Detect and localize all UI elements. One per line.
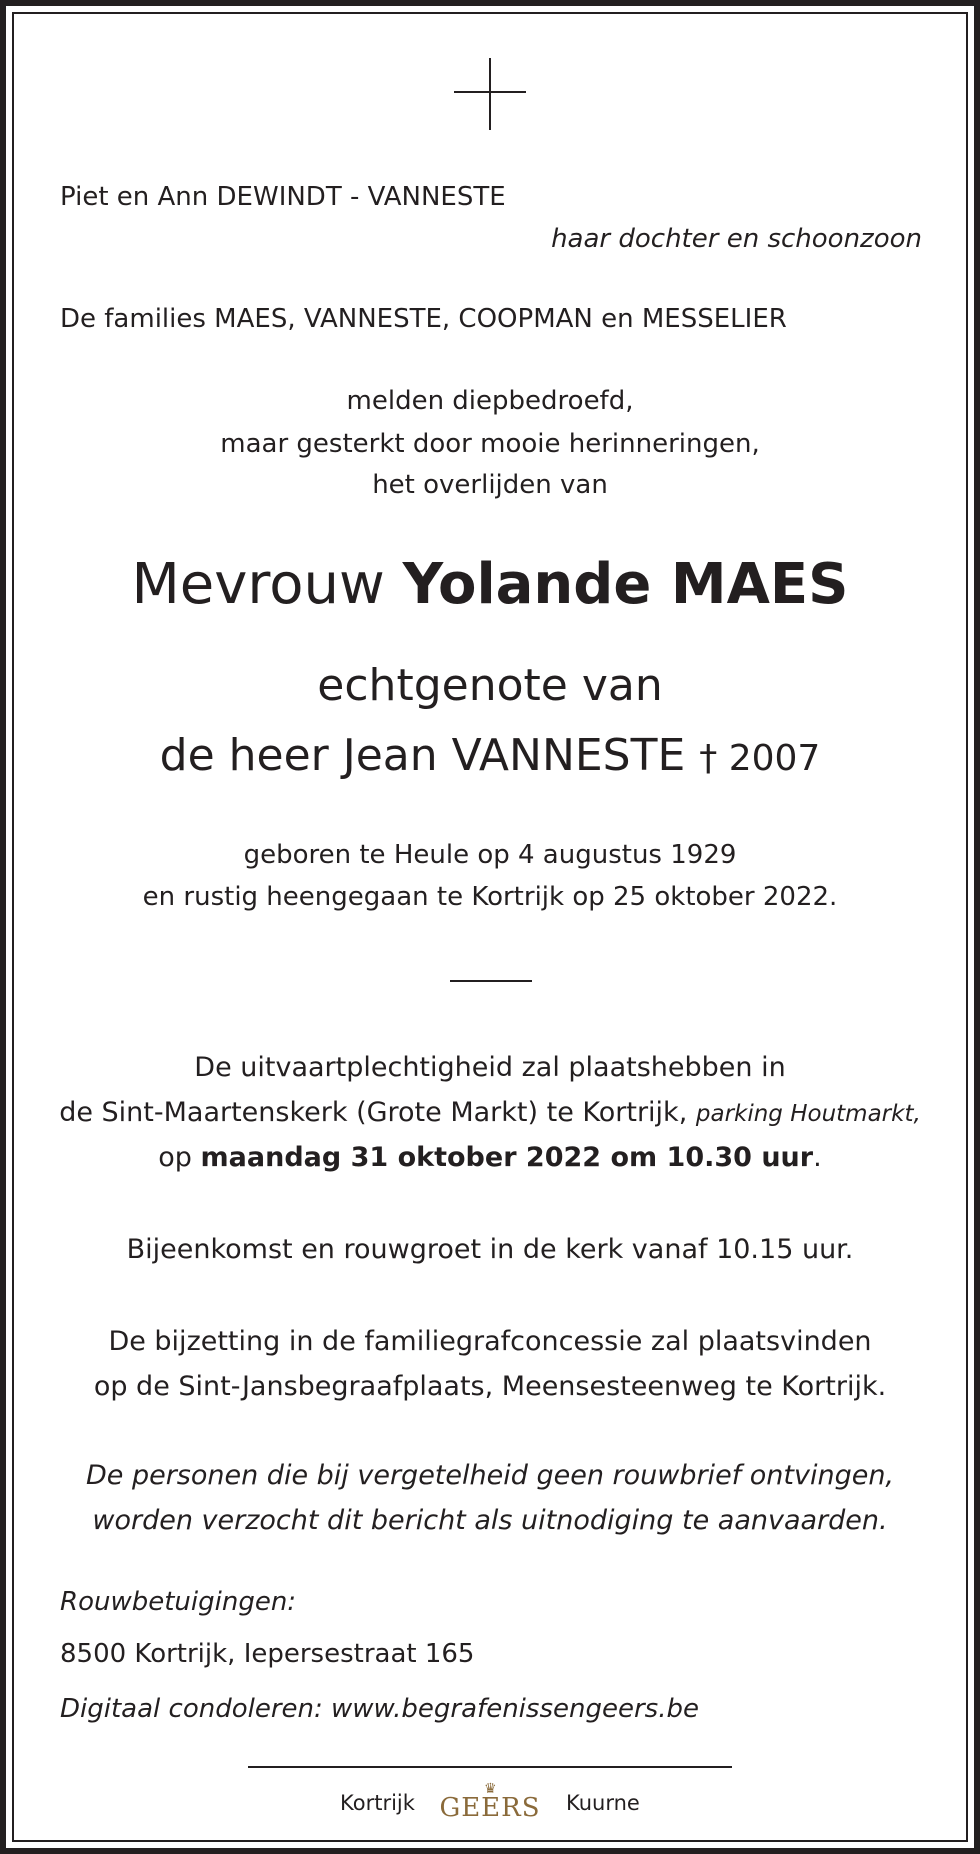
spouse-line-1: echtgenote van	[317, 660, 663, 711]
crown-icon: ♛	[484, 1781, 497, 1797]
footer-city-left: Kortrijk	[340, 1791, 415, 1815]
death-line: en rustig heengegaan te Kortrijk op 25 oktober 2022.	[142, 882, 838, 912]
inner-border	[12, 12, 968, 1842]
announcement-line-2: maar gesterkt door mooie herinneringen,	[220, 429, 760, 459]
geers-logo	[436, 1781, 544, 1823]
ceremony-line-3	[0, 1140, 980, 1176]
gathering-line: Bijeenkomst en rouwgroet in de kerk vanaf 10.15 uur.	[126, 1234, 854, 1265]
footer	[0, 1781, 980, 1823]
notice-line-2: worden verzocht dit bericht als uitnodiging te aanvaarden.	[92, 1505, 888, 1536]
ceremony-suffix: .	[813, 1142, 822, 1173]
ceremony-parking: parking Houtmarkt,	[695, 1101, 921, 1127]
ceremony-church: de Sint-Maartenskerk (Grote Markt) te Kortrijk,	[59, 1097, 688, 1128]
condolences-address: 8500 Kortrijk, Iepersestraat 165	[60, 1639, 475, 1669]
deceased-title: Mevrouw	[131, 552, 385, 617]
deceased-name: Yolande MAES	[402, 552, 849, 617]
deceased-name-line	[0, 552, 980, 618]
burial-line-2: op de Sint-Jansbegraafplaats, Meensesteenweg te Kortrijk.	[93, 1371, 887, 1402]
section-divider	[450, 980, 532, 982]
spouse-name: de heer Jean VANNESTE	[159, 730, 686, 781]
announcement-line-1: melden diepbedroefd,	[346, 386, 634, 416]
ceremony-line-2	[0, 1095, 980, 1132]
ceremony-prefix: op	[158, 1142, 192, 1173]
family-relation: haar dochter en schoonzoon	[551, 224, 922, 254]
spouse-death-mark: † 2007	[699, 738, 821, 779]
condolences-label: Rouwbetuigingen:	[60, 1587, 297, 1617]
announcement-line-3: het overlijden van	[372, 470, 608, 500]
condolences-digital: Digitaal condoleren: www.begrafenissengeers.be	[60, 1694, 699, 1724]
ceremony-line-1: De uitvaartplechtigheid zal plaatshebben in	[194, 1052, 786, 1083]
notice-line-1: De personen die bij vergetelheid geen rouwbrief ontvingen,	[85, 1460, 895, 1491]
logo-wordmark: GEERS	[439, 1793, 541, 1823]
family-line-1: Piet en Ann DEWINDT - VANNESTE	[60, 182, 506, 212]
ceremony-datetime: maandag 31 oktober 2022 om 10.30 uur	[200, 1142, 814, 1173]
birth-line: geboren te Heule op 4 augustus 1929	[243, 840, 737, 870]
family-line-2: De families MAES, VANNESTE, COOPMAN en MESSELIER	[60, 304, 787, 334]
spouse-line-2	[0, 730, 980, 785]
burial-line-1: De bijzetting in de familiegrafconcessie zal plaatsvinden	[108, 1326, 872, 1357]
cross-icon	[454, 58, 526, 130]
footer-city-right: Kuurne	[566, 1791, 640, 1815]
footer-rule	[248, 1766, 732, 1768]
